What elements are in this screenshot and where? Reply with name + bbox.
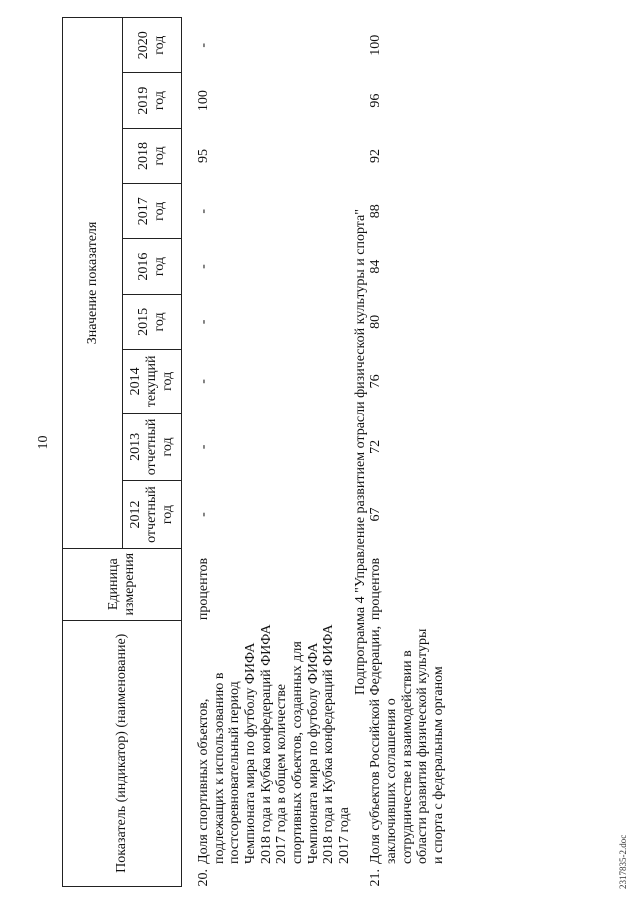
header-year: 2015 год (123, 294, 182, 349)
value-cell: - (196, 512, 211, 517)
indicators-table (62, 17, 447, 887)
row-spacer (182, 18, 197, 887)
header-year: 2012 отчетный год (123, 481, 182, 549)
value-cell: - (196, 208, 211, 214)
indicator-name: Доля спортивных объектов, подлежащих к использованию в постсоревновательный период Чемпионата мира по футболу ФИФА 2018 года и Кубка конфедераций ФИФА 2017 года в общем количестве спортивных объектов, созданных для Чемпионата мира по футболу ФИФА 2018 года и Кубка конфедераций ФИФА 2017 года (196, 624, 353, 864)
footer-doc-code: 2317835-2.doc (618, 834, 628, 889)
value-cell: - (196, 319, 211, 325)
table-row (368, 18, 446, 887)
value-cell: 96 (368, 93, 384, 108)
value-cell: 84 (368, 259, 384, 274)
header-year: 2018 год (123, 128, 182, 183)
header-year: 2017 год (123, 184, 182, 239)
row-number: 21. (368, 869, 384, 887)
header-year: 2014 текущий год (123, 350, 182, 414)
indicator-name: Доля субъектов Российской Федерации, заключивших соглашения о сотрудничестве и взаимодействии в области развития физической культуры и спорта с федеральным органом (368, 625, 447, 864)
value-cell: 67 (368, 507, 384, 522)
value-cell: - (196, 379, 211, 384)
unit-cell: процентов (368, 557, 384, 621)
page-number: 10 (36, 435, 51, 450)
subprogram-heading: Подпрограмма 4 "Управление развитием отрасли физической культуры и спорта" (352, 209, 368, 695)
value-cell: - (196, 42, 211, 48)
header-year: 2019 год (123, 73, 182, 128)
table-row (196, 18, 353, 887)
header-values-group: Значение показателя (63, 18, 123, 549)
value-cell: 76 (368, 374, 384, 389)
row-number: 20. (196, 869, 211, 887)
unit-cell: процентов (196, 557, 211, 621)
value-cell: 100 (368, 34, 384, 56)
header-unit: Единица измерения (63, 548, 182, 620)
header-year: 2016 год (123, 239, 182, 294)
header-indicator: Показатель (индикатор) (наименование) (63, 620, 182, 886)
value-cell: 72 (368, 439, 384, 454)
value-cell: 95 (196, 148, 211, 163)
value-cell: 100 (196, 90, 211, 112)
value-cell: 92 (368, 148, 384, 163)
header-year: 2020 год (123, 18, 182, 73)
value-cell: 88 (368, 204, 384, 219)
value-cell: - (196, 264, 211, 269)
value-cell: 80 (368, 314, 384, 329)
header-year: 2013 отчетный год (123, 413, 182, 481)
value-cell: - (196, 444, 211, 450)
